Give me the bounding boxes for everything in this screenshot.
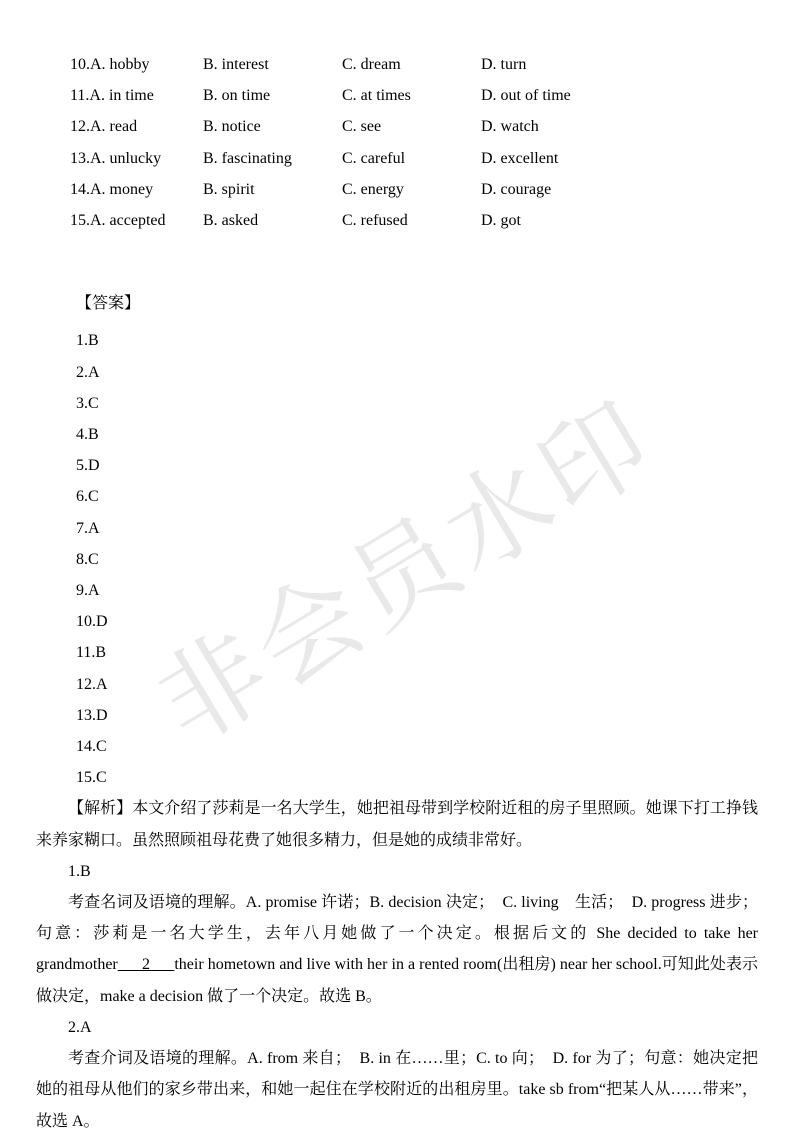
answer-item: 15.C [76, 769, 107, 787]
option-cell: D. watch [481, 118, 539, 136]
answer-item: 7.A [76, 519, 100, 537]
answer-item: 5.D [76, 457, 100, 475]
analysis-item-number: 1.B [68, 862, 91, 880]
answer-item: 6.C [76, 488, 99, 506]
option-cell: B. on time [203, 87, 271, 105]
answer-item: 13.D [76, 706, 108, 724]
answer-item: 8.C [76, 550, 99, 568]
option-cell: B. notice [203, 118, 261, 136]
answer-item: 10.D [76, 613, 108, 631]
analysis-section [36, 793, 758, 1136]
option-cell: C. refused [342, 212, 408, 230]
option-cell: C. careful [342, 149, 406, 167]
options-table [70, 49, 758, 236]
option-cell: C. at times [342, 87, 411, 105]
option-cell: C. see [342, 118, 382, 136]
answer-item: 2.A [76, 363, 100, 381]
analysis-item-number: 2.A [68, 1018, 92, 1036]
answer-item: 3.C [76, 394, 99, 412]
analysis-text-segment: 考查名词及语境的理解。A. promise 许诺；B. decision 决定； C. living 生活； D. progress 进步；句意：莎莉是一名大学生，去年八月她做了一个决定。根据后文的 She decided to take her grandmother [36, 894, 758, 974]
option-cell: 13.A. unlucky [70, 149, 162, 167]
option-cell: D. got [481, 212, 521, 230]
options-row [70, 174, 758, 205]
option-cell: C. energy [342, 180, 404, 198]
options-row [70, 143, 758, 174]
analysis-item-text [36, 887, 758, 1012]
answer-item: 1.B [76, 332, 99, 350]
option-cell: D. courage [481, 180, 552, 198]
option-cell: 15.A. accepted [70, 212, 166, 230]
option-cell: B. spirit [203, 180, 255, 198]
option-cell: 10.A. hobby [70, 56, 150, 73]
options-row [70, 111, 758, 142]
option-cell: B. fascinating [203, 149, 292, 167]
option-cell: B. interest [203, 56, 269, 73]
option-cell: B. asked [203, 212, 259, 230]
option-cell: 12.A. read [70, 118, 138, 136]
option-cell: 14.A. money [70, 180, 154, 198]
option-cell: D. excellent [481, 149, 559, 167]
option-cell: C. dream [342, 56, 401, 73]
fill-in-blank-underline: 2 [117, 956, 175, 974]
analysis-item-text [36, 1043, 758, 1137]
option-cell: 11.A. in time [70, 87, 154, 105]
options-row [70, 49, 758, 80]
answers-heading: 【答案】 [76, 295, 141, 313]
options-row [70, 80, 758, 111]
analysis-items [36, 856, 758, 1137]
answer-item: 11.B [76, 644, 107, 662]
analysis-text-segment: their hometown and live with her in a rented room(出租房) near her school.可知此处表示做决定，make a decision 做了一个决定。故选 B。 [36, 956, 758, 1005]
option-cell: D. out of time [481, 87, 571, 105]
watermark-text: 非会员水印 [137, 377, 676, 768]
answers-list [36, 325, 758, 793]
option-cell: D. turn [481, 56, 527, 73]
answer-item: 12.A [76, 675, 108, 693]
answer-item: 4.B [76, 426, 99, 444]
answer-item: 14.C [76, 738, 107, 756]
answer-item: 9.A [76, 582, 100, 600]
analysis-intro: 【解析】本文介绍了莎莉是一名大学生，她把祖母带到学校附近租的房子里照顾。她课下打工挣钱来养家糊口。虽然照顾祖母花费了她很多精力，但是她的成绩非常好。 [36, 800, 758, 849]
options-row [70, 205, 758, 236]
analysis-text-segment: 考查介词及语境的理解。A. from 来自； B. in 在……里；C. to 向； D. for 为了；句意：她决定把她的祖母从他们的家乡带出来，和她一起住在学校附近的出租房里。take sb from“把某人从……带来”，故选 A。 [36, 1050, 758, 1130]
